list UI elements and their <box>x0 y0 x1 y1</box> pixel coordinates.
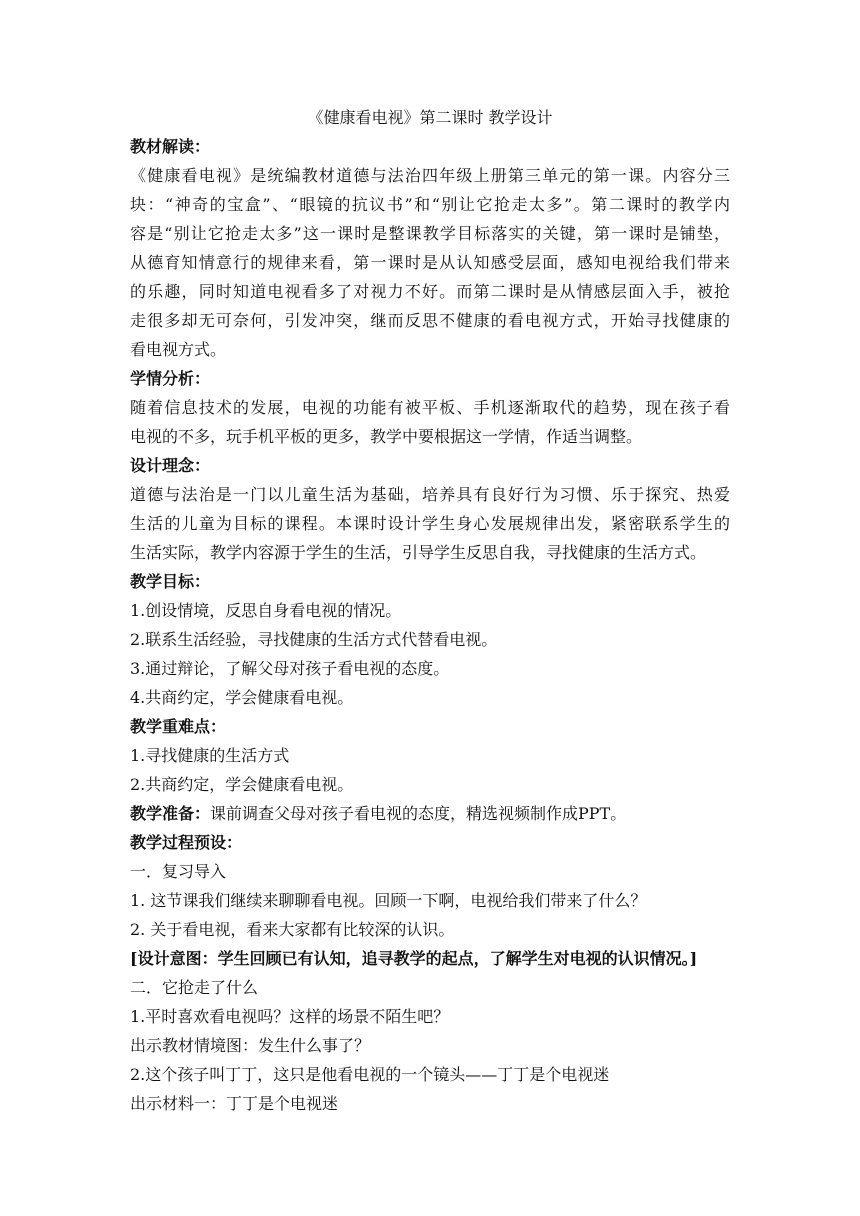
heading-concept: 设计理念： <box>130 456 211 475</box>
preparation-label: 教学准备： <box>130 804 211 823</box>
goal-item: 1.创设情境，反思自身看电视的情况。 <box>130 601 402 620</box>
paragraph-line: 容是“别让它抢走太多”这一课时是整课教学目标落实的关键，第一课时是铺垫， <box>130 224 730 243</box>
process-part-title: 二．它抢走了什么 <box>130 978 259 997</box>
design-intent: [设计意图：学生回顾已有认知，追寻教学的起点，了解学生对电视的认识情况。] <box>130 949 698 968</box>
document-page <box>130 104 730 1118</box>
paragraph-line: 《健康看电视》是统编教材道德与法治四年级上册第三单元的第一课。内容分三 <box>130 166 730 185</box>
preparation-text: 课前调查父母对孩子看电视的态度，精选视频制作成PPT。 <box>210 804 627 823</box>
goal-item: 2.联系生活经验，寻找健康的生活方式代替看电视。 <box>130 630 498 649</box>
heading-students: 学情分析： <box>130 369 211 388</box>
process-item: 1. 这节课我们继续来聊聊看电视。回顾一下啊，电视给我们带来了什么？ <box>130 891 647 910</box>
paragraph-line: 看电视方式。 <box>130 340 227 359</box>
heading-process: 教学过程预设： <box>130 833 243 852</box>
paragraph-line: 电视的不多，玩手机平板的更多，教学中要根据这一学情，作适当调整。 <box>130 427 643 446</box>
heading-goals: 教学目标： <box>130 572 211 591</box>
process-item: 2.这个孩子叫丁丁，这只是他看电视的一个镜头——丁丁是个电视迷 <box>130 1065 610 1084</box>
goal-item: 4.共商约定，学会健康看电视。 <box>130 688 354 707</box>
heading-key-points: 教学重难点： <box>130 717 227 736</box>
document-title: 《健康看电视》第二课时 教学设计 <box>307 108 553 127</box>
preparation-line <box>130 799 730 828</box>
paragraph-line: 生活实际，教学内容源于学生的生活，引导学生反思自我，寻找健康的生活方式。 <box>130 543 707 562</box>
paragraph-line: 从德育知情意行的规律来看，第一课时是从认知感受层面，感知电视给我们带来 <box>130 253 730 272</box>
process-part-title: 一．复习导入 <box>130 862 227 881</box>
paragraph-line: 生活的儿童为目标的课程。本课时设计学生身心发展规律出发，紧密联系学生的 <box>130 514 730 533</box>
paragraph-line: 块：“神奇的宝盒”、“眼镜的抗议书”和“别让它抢走太多”。第二课时的教学内 <box>130 195 730 214</box>
process-item: 出示教材情境图：发生什么事了？ <box>130 1036 371 1055</box>
heading-textbook: 教材解读： <box>130 137 211 156</box>
paragraph-line: 的乐趣，同时知道电视看多了对视力不好。而第二课时是从情感层面入手，被抢 <box>130 282 730 301</box>
paragraph-line: 走很多却无可奈何，引发冲突，继而反思不健康的看电视方式，开始寻找健康的 <box>130 311 730 330</box>
key-point-item: 1.寻找健康的生活方式 <box>130 746 290 765</box>
paragraph-line: 随着信息技术的发展，电视的功能有被平板、手机逐渐取代的趋势，现在孩子看 <box>130 398 730 417</box>
process-item: 2. 关于看电视，看来大家都有比较深的认识。 <box>130 920 455 939</box>
key-point-item: 2.共商约定，学会健康看电视。 <box>130 775 354 794</box>
goal-item: 3.通过辩论，了解父母对孩子看电视的态度。 <box>130 659 450 678</box>
process-item: 1.平时喜欢看电视吗？这样的场景不陌生吧？ <box>130 1007 450 1026</box>
process-item: 出示材料一：丁丁是个电视迷 <box>130 1094 339 1113</box>
paragraph-line: 道德与法治是一门以儿童生活为基础，培养具有良好行为习惯、乐于探究、热爱 <box>130 485 730 504</box>
